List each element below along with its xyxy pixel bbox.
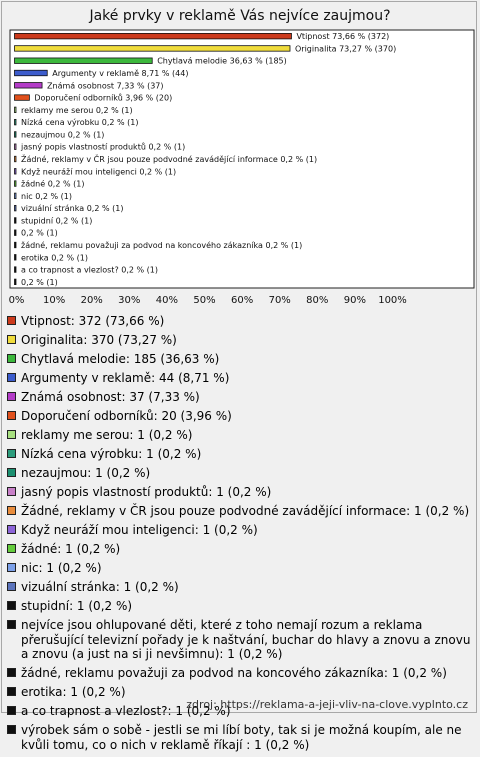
- bar-label: Chytlavá melodie 36,63 % (185): [157, 56, 287, 66]
- bar: [15, 132, 17, 138]
- x-tick-label: 60%: [230, 295, 254, 306]
- legend-item: [7, 352, 475, 367]
- legend-swatch: [7, 411, 16, 420]
- bar: [15, 169, 17, 175]
- bar: [15, 205, 17, 211]
- legend-swatch: [7, 468, 16, 477]
- bar-label: Argumenty v reklamě 8,71 % (44): [52, 69, 189, 78]
- legend-item: [7, 666, 475, 681]
- bar: [15, 193, 17, 199]
- x-tick-label: 0%: [8, 295, 25, 306]
- legend-swatch: [7, 430, 16, 439]
- legend-swatch: [7, 620, 16, 629]
- legend-swatch: [7, 668, 16, 677]
- bar-label: erotika 0,2 % (1): [21, 253, 88, 263]
- legend-label: nezaujmou: 1 (0,2 %): [21, 466, 151, 480]
- bar-label: jasný popis vlastností produktů 0,2 % (1): [21, 142, 186, 152]
- bar: [15, 58, 153, 64]
- legend-item: [7, 580, 475, 595]
- bar-label: a co trapnost a vlezlost? 0,2 % (1): [21, 265, 158, 275]
- bar: [15, 230, 17, 236]
- legend-item: [7, 314, 475, 329]
- bar: [15, 144, 17, 150]
- bar-chart: [0, 0, 480, 310]
- bar-label: Nízká cena výrobku 0,2 % (1): [21, 118, 139, 128]
- x-tick-label: 80%: [306, 295, 329, 306]
- bar: [15, 46, 290, 52]
- x-tick-label: 30%: [118, 295, 141, 306]
- bar: [15, 218, 17, 224]
- legend-swatch: [7, 601, 16, 610]
- bar: [15, 119, 17, 125]
- legend-label: Originalita: 370 (73,27 %): [21, 333, 177, 347]
- legend-swatch: [7, 354, 16, 363]
- bar-label: 0,2 % (1): [21, 277, 58, 287]
- legend: [7, 314, 475, 757]
- legend-item: [7, 561, 475, 576]
- bar: [15, 156, 17, 162]
- bar-label: stupidní 0,2 % (1): [21, 216, 93, 226]
- legend-label: Chytlavá melodie: 185 (36,63 %): [21, 352, 220, 366]
- legend-item: [7, 428, 475, 443]
- bar-label: reklamy me serou 0,2 % (1): [21, 105, 133, 115]
- bar-label: žádné, reklamu považuji za podvod na koncového zákazníka 0,2 % (1): [21, 241, 303, 250]
- legend-label: žádné: 1 (0,2 %): [21, 542, 121, 556]
- chart-title: Jaké prvky v reklamě Vás nejvíce zaujmou?: [89, 8, 391, 24]
- legend-label: a co trapnost a vlezlost?: 1 (0,2 %): [21, 704, 231, 718]
- bar-label: Když neuráží mou inteligenci 0,2 % (1): [21, 167, 177, 177]
- bar: [15, 70, 48, 76]
- legend-item: [7, 390, 475, 405]
- legend-label: Vtipnost: 372 (73,66 %): [21, 314, 165, 328]
- legend-label: reklamy me serou: 1 (0,2 %): [21, 428, 193, 442]
- legend-swatch: [7, 392, 16, 401]
- bar: [15, 33, 292, 39]
- bar: [15, 83, 43, 89]
- x-tick-label: 50%: [193, 295, 216, 306]
- bar: [15, 267, 17, 273]
- bar-label: 0,2 % (1): [21, 228, 58, 238]
- bar-label: Žádné, reklamy v ČR jsou pouze podvodné zavádějící informace 0,2 % (1): [21, 155, 318, 164]
- legend-item: [7, 466, 475, 481]
- legend-swatch: [7, 449, 16, 458]
- bar-label: Vtipnost 73,66 % (372): [296, 32, 390, 42]
- bar: [15, 242, 17, 248]
- legend-label: Argumenty v reklamě: 44 (8,71 %): [21, 371, 230, 385]
- bar-label: Doporučení odborníků 3,96 % (20): [34, 93, 173, 103]
- x-tick-label: 70%: [268, 295, 291, 306]
- bar: [15, 181, 17, 187]
- legend-label: Žádné, reklamy v ČR jsou pouze podvodné zavádějící informace: 1 (0,2 %): [21, 504, 470, 518]
- legend-swatch: [7, 706, 16, 715]
- legend-item: [7, 333, 475, 348]
- legend-item: [7, 447, 475, 462]
- legend-label: jasný popis vlastností produktů: 1 (0,2 %): [21, 485, 272, 499]
- legend-label: žádné, reklamu považuji za podvod na koncového zákazníka: 1 (0,2 %): [21, 666, 447, 680]
- x-tick-label: 10%: [42, 295, 66, 306]
- legend-label: výrobek sám o sobě - jestli se mi líbí boty, tak si je možná koupím, ale ne kvůli tomu, co o nich v reklamě říkají : 1 (0,2 %): [21, 723, 462, 752]
- legend-item: [7, 599, 475, 614]
- legend-swatch: [7, 506, 16, 515]
- legend-item: [7, 485, 475, 500]
- bar: [15, 107, 17, 113]
- bar-label: nezaujmou 0,2 % (1): [21, 130, 105, 140]
- legend-swatch: [7, 544, 16, 553]
- legend-label: Když neuráží mou inteligenci: 1 (0,2 %): [21, 523, 258, 537]
- legend-item: [7, 371, 475, 386]
- source-text: zdroj: https://reklama-a-jeji-vliv-na-clove.vyplnto.cz: [186, 698, 468, 711]
- bar-label: vizuální stránka 0,2 % (1): [21, 204, 124, 214]
- legend-swatch: [7, 725, 16, 734]
- legend-swatch: [7, 582, 16, 591]
- legend-label: nic: 1 (0,2 %): [21, 561, 102, 575]
- legend-item: [7, 409, 475, 424]
- legend-item: [7, 618, 475, 662]
- legend-label: Nízká cena výrobku: 1 (0,2 %): [21, 447, 202, 461]
- legend-swatch: [7, 373, 16, 382]
- x-tick-label: 100%: [378, 295, 407, 306]
- legend-label: Doporučení odborníků: 20 (3,96 %): [21, 409, 232, 423]
- legend-label: nejvíce jsou ohlupované děti, které z toho nemají rozum a reklama přerušující televizní pořady je k naštvání, buchar do hlavy a znovu a znovu a znovu (a just na si ji nevšimnu): 1 (0,2 %): [21, 618, 471, 661]
- bar-label: nic 0,2 % (1): [21, 191, 72, 201]
- legend-label: vizuální stránka: 1 (0,2 %): [21, 580, 179, 594]
- bar-label: žádné 0,2 % (1): [21, 179, 85, 189]
- legend-swatch: [7, 525, 16, 534]
- legend-item: [7, 723, 475, 752]
- x-tick-label: 20%: [80, 295, 103, 306]
- bar-label: Známá osobnost 7,33 % (37): [47, 81, 164, 91]
- legend-swatch: [7, 335, 16, 344]
- legend-label: stupidní: 1 (0,2 %): [21, 599, 133, 613]
- legend-label: erotika: 1 (0,2 %): [21, 685, 126, 699]
- bar-label: Originalita 73,27 % (370): [294, 44, 397, 54]
- legend-swatch: [7, 487, 16, 496]
- legend-label: Známá osobnost: 37 (7,33 %): [21, 390, 200, 404]
- legend-swatch: [7, 316, 16, 325]
- bar: [15, 255, 17, 260]
- bar: [15, 95, 30, 101]
- x-tick-label: 90%: [343, 295, 367, 306]
- legend-swatch: [7, 687, 16, 696]
- bar: [15, 279, 17, 285]
- legend-swatch: [7, 563, 16, 572]
- legend-item: [7, 523, 475, 538]
- x-tick-label: 40%: [155, 295, 179, 306]
- legend-item: [7, 542, 475, 557]
- legend-item: [7, 504, 475, 519]
